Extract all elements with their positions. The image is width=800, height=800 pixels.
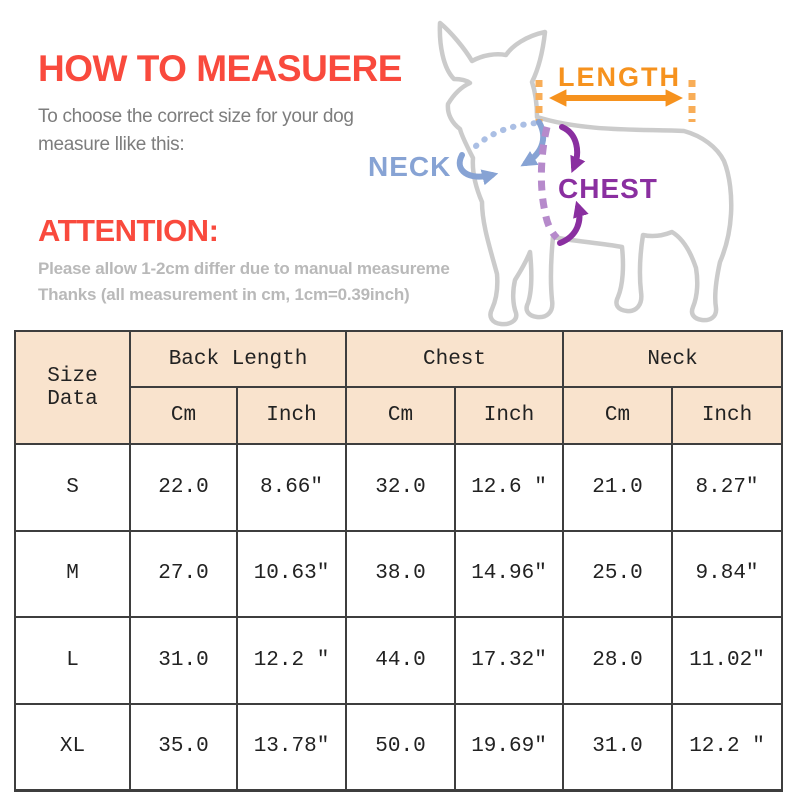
value-cell: 9.84″ <box>672 531 782 618</box>
value-cell: 31.0 <box>563 704 672 791</box>
intro-line-1: To choose the correct size for your dog <box>38 106 354 127</box>
group-header-chest: Chest <box>346 331 563 387</box>
corner-size-data-cell: Size Data <box>15 331 130 444</box>
unit-header: Inch <box>237 387 346 444</box>
size-cell: L <box>15 617 130 704</box>
attention-line-1: Please allow 1-2cm differ due to manual measureme <box>38 259 450 278</box>
value-cell: 31.0 <box>130 617 237 704</box>
unit-header: Inch <box>672 387 782 444</box>
value-cell: 12.2 ″ <box>672 704 782 791</box>
neck-label: NECK <box>368 151 452 182</box>
group-header-back-length: Back Length <box>130 331 346 387</box>
attention-line-2: Thanks (all measurement in cm, 1cm=0.39inch) <box>38 285 410 304</box>
page-title: HOW TO MEASUERE <box>38 48 402 89</box>
size-cell: M <box>15 531 130 618</box>
intro-line-2: measure llike this: <box>38 134 185 155</box>
intro-text <box>38 103 354 159</box>
value-cell: 38.0 <box>346 531 455 618</box>
value-cell: 27.0 <box>130 531 237 618</box>
value-cell: 13.78″ <box>237 704 346 791</box>
unit-header: Cm <box>563 387 672 444</box>
size-chart-table <box>14 330 783 792</box>
attention-title: ATTENTION: <box>38 213 219 248</box>
table-row-l <box>15 617 782 704</box>
value-cell: 12.2 ″ <box>237 617 346 704</box>
value-cell: 10.63″ <box>237 531 346 618</box>
unit-header: Inch <box>455 387 563 444</box>
size-cell: S <box>15 444 130 531</box>
unit-header: Cm <box>346 387 455 444</box>
value-cell: 25.0 <box>563 531 672 618</box>
value-cell: 21.0 <box>563 444 672 531</box>
value-cell: 19.69″ <box>455 704 563 791</box>
length-annotation <box>539 62 692 122</box>
length-label: LENGTH <box>558 62 681 92</box>
value-cell: 35.0 <box>130 704 237 791</box>
value-cell: 50.0 <box>346 704 455 791</box>
group-header-row <box>15 331 782 387</box>
value-cell: 17.32″ <box>455 617 563 704</box>
group-header-neck: Neck <box>563 331 782 387</box>
value-cell: 14.96″ <box>455 531 563 618</box>
unit-header-row <box>15 387 782 444</box>
dog-measurement-diagram <box>340 0 800 330</box>
value-cell: 22.0 <box>130 444 237 531</box>
chest-label: CHEST <box>558 173 658 204</box>
value-cell: 44.0 <box>346 617 455 704</box>
value-cell: 28.0 <box>563 617 672 704</box>
table-row-m <box>15 531 782 618</box>
value-cell: 32.0 <box>346 444 455 531</box>
size-cell: XL <box>15 704 130 791</box>
value-cell: 8.66″ <box>237 444 346 531</box>
value-cell: 11.02″ <box>672 617 782 704</box>
table-row-xl <box>15 704 782 791</box>
unit-header: Cm <box>130 387 237 444</box>
table-row-s <box>15 444 782 531</box>
value-cell: 12.6 ″ <box>455 444 563 531</box>
value-cell: 8.27″ <box>672 444 782 531</box>
